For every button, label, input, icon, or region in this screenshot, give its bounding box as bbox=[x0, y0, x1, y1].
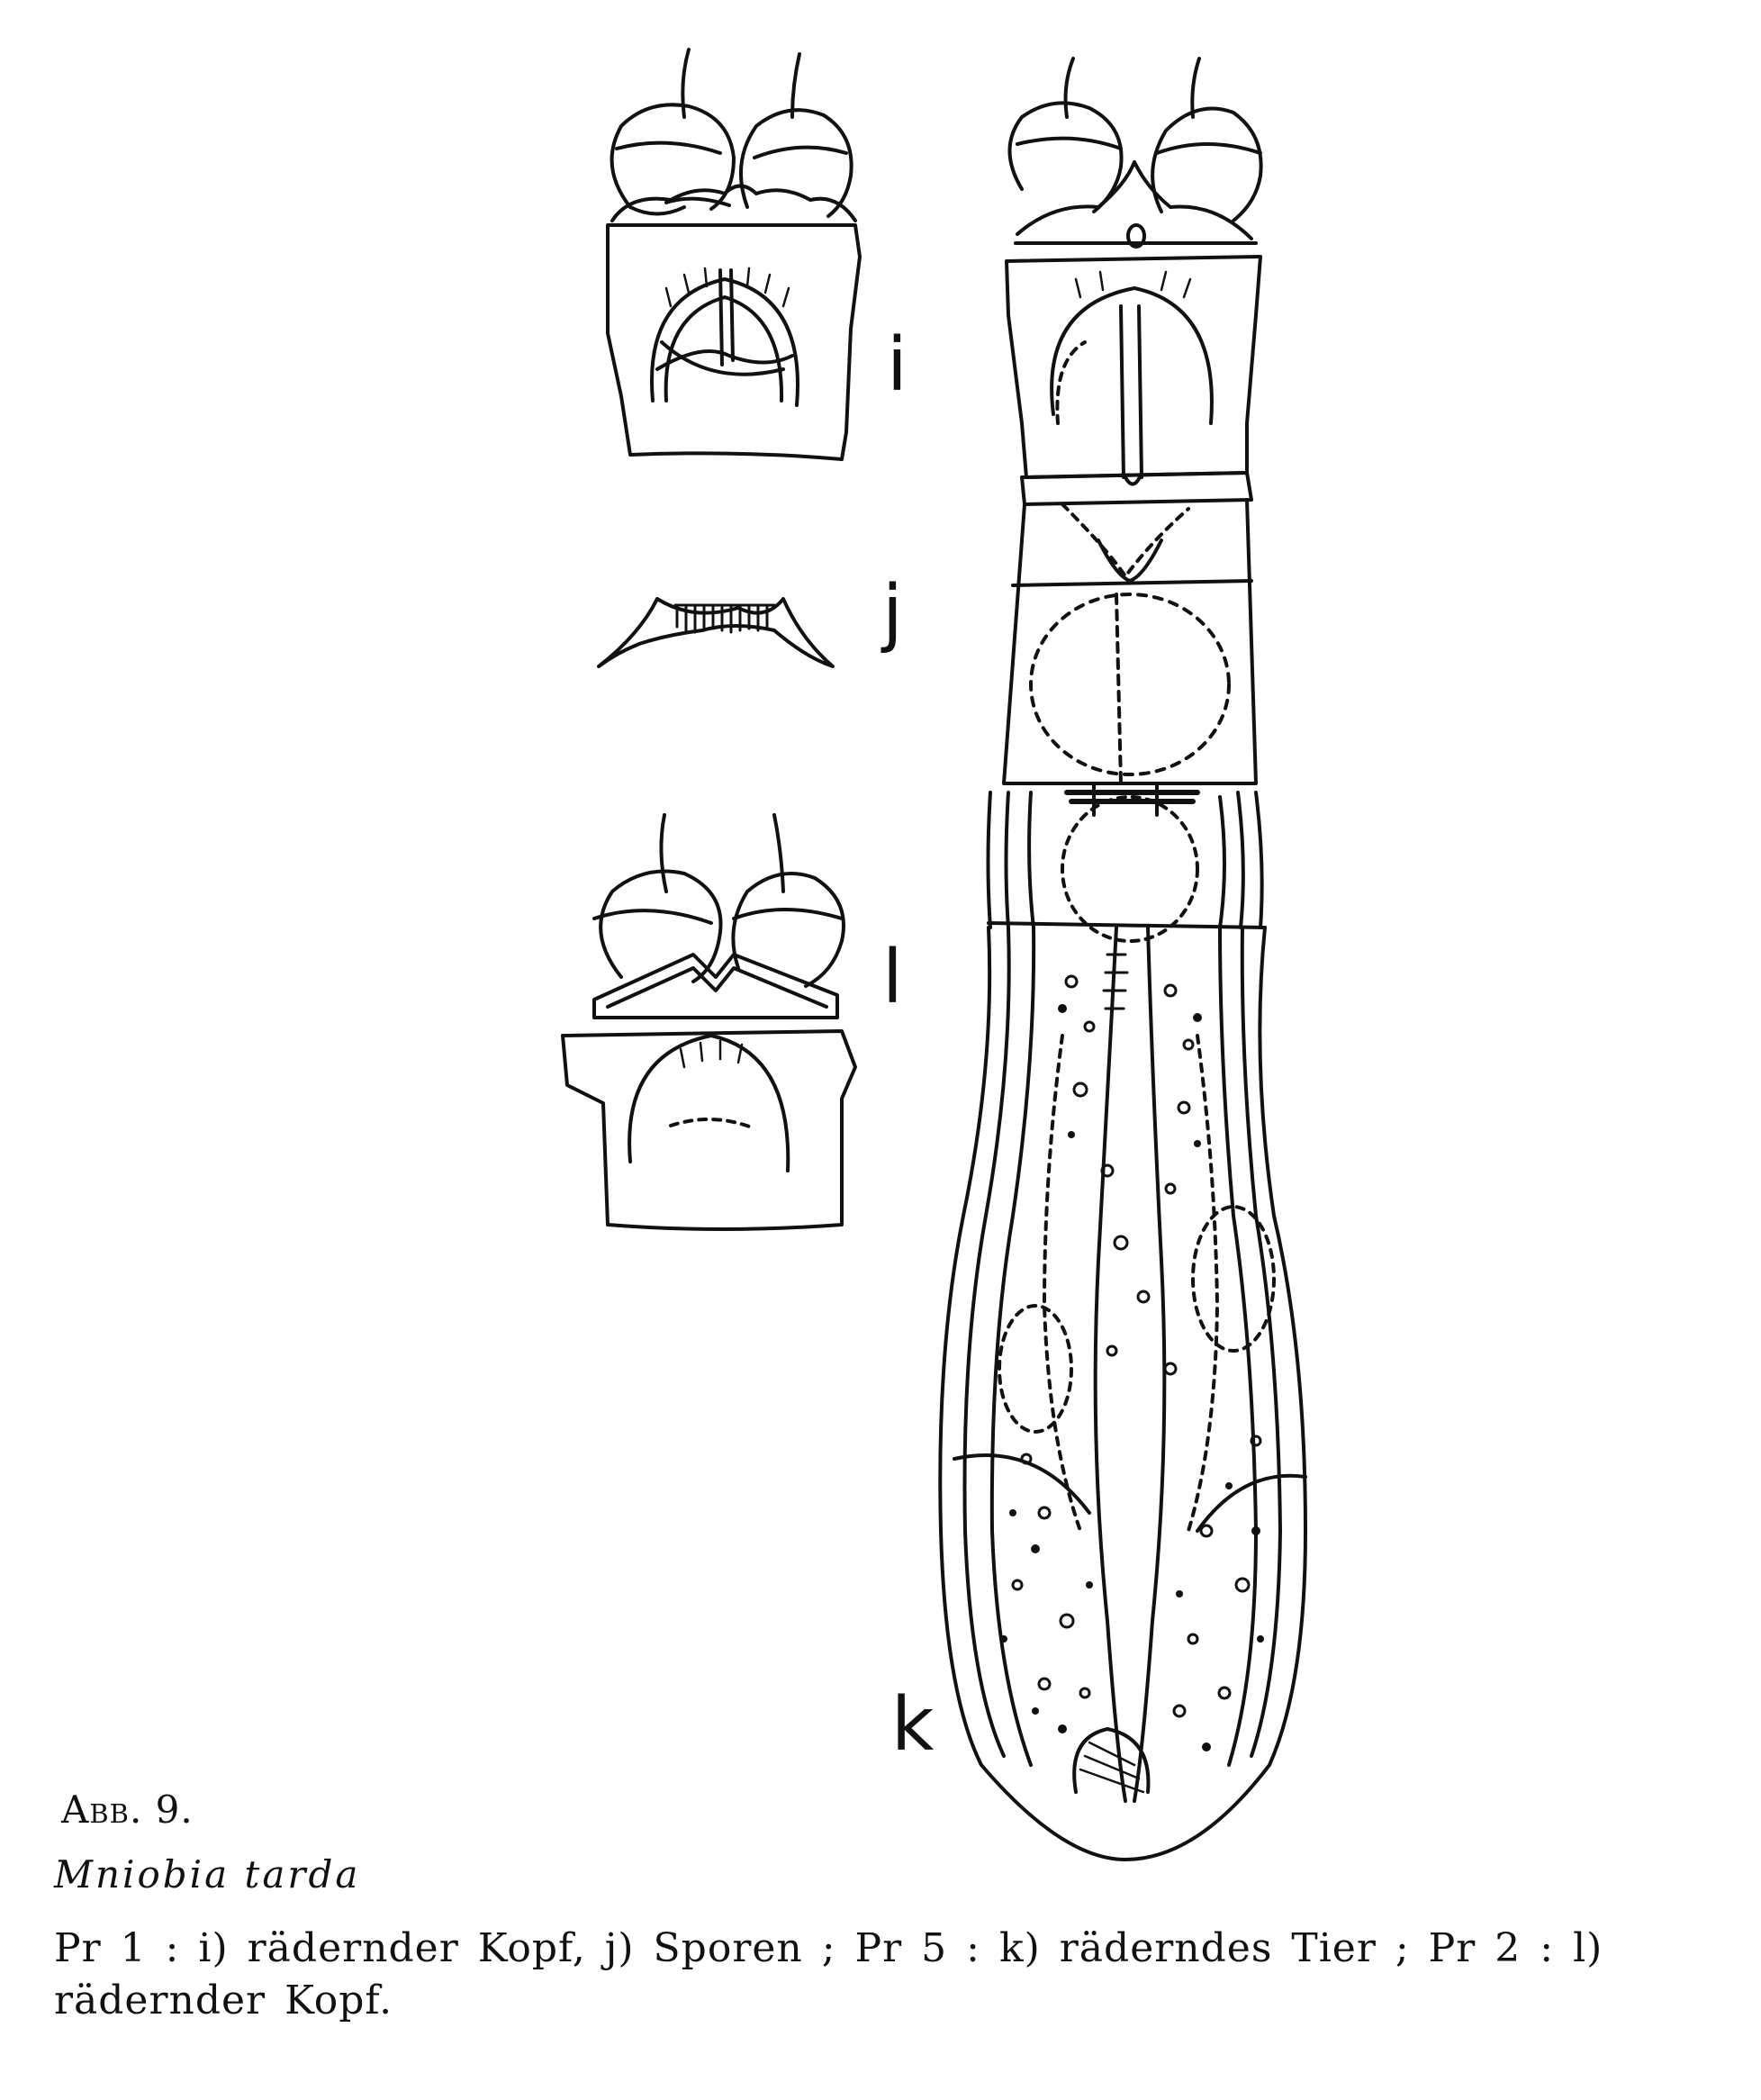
panel-label-i: i bbox=[887, 322, 908, 408]
panel-label-k: k bbox=[891, 1682, 935, 1768]
panel-l-head-drawing bbox=[563, 815, 855, 1229]
panel-k-animal-drawing bbox=[940, 59, 1305, 1860]
panel-i-head-drawing bbox=[608, 50, 860, 459]
caption-description: Pr 1 : i) rädernder Kopf, j) Sporen ; Pr 5 : k) räderndes Tier ; Pr 2 : l) rädernder Kopf. bbox=[54, 1925, 1603, 2023]
panel-j-spurs-drawing bbox=[599, 599, 833, 666]
panel-label-l: l bbox=[882, 935, 903, 1020]
species-name: Mniobia tarda bbox=[54, 1852, 361, 1896]
figure-number: Abb. 9. bbox=[61, 1788, 194, 1832]
panel-label-j: j bbox=[882, 570, 903, 656]
